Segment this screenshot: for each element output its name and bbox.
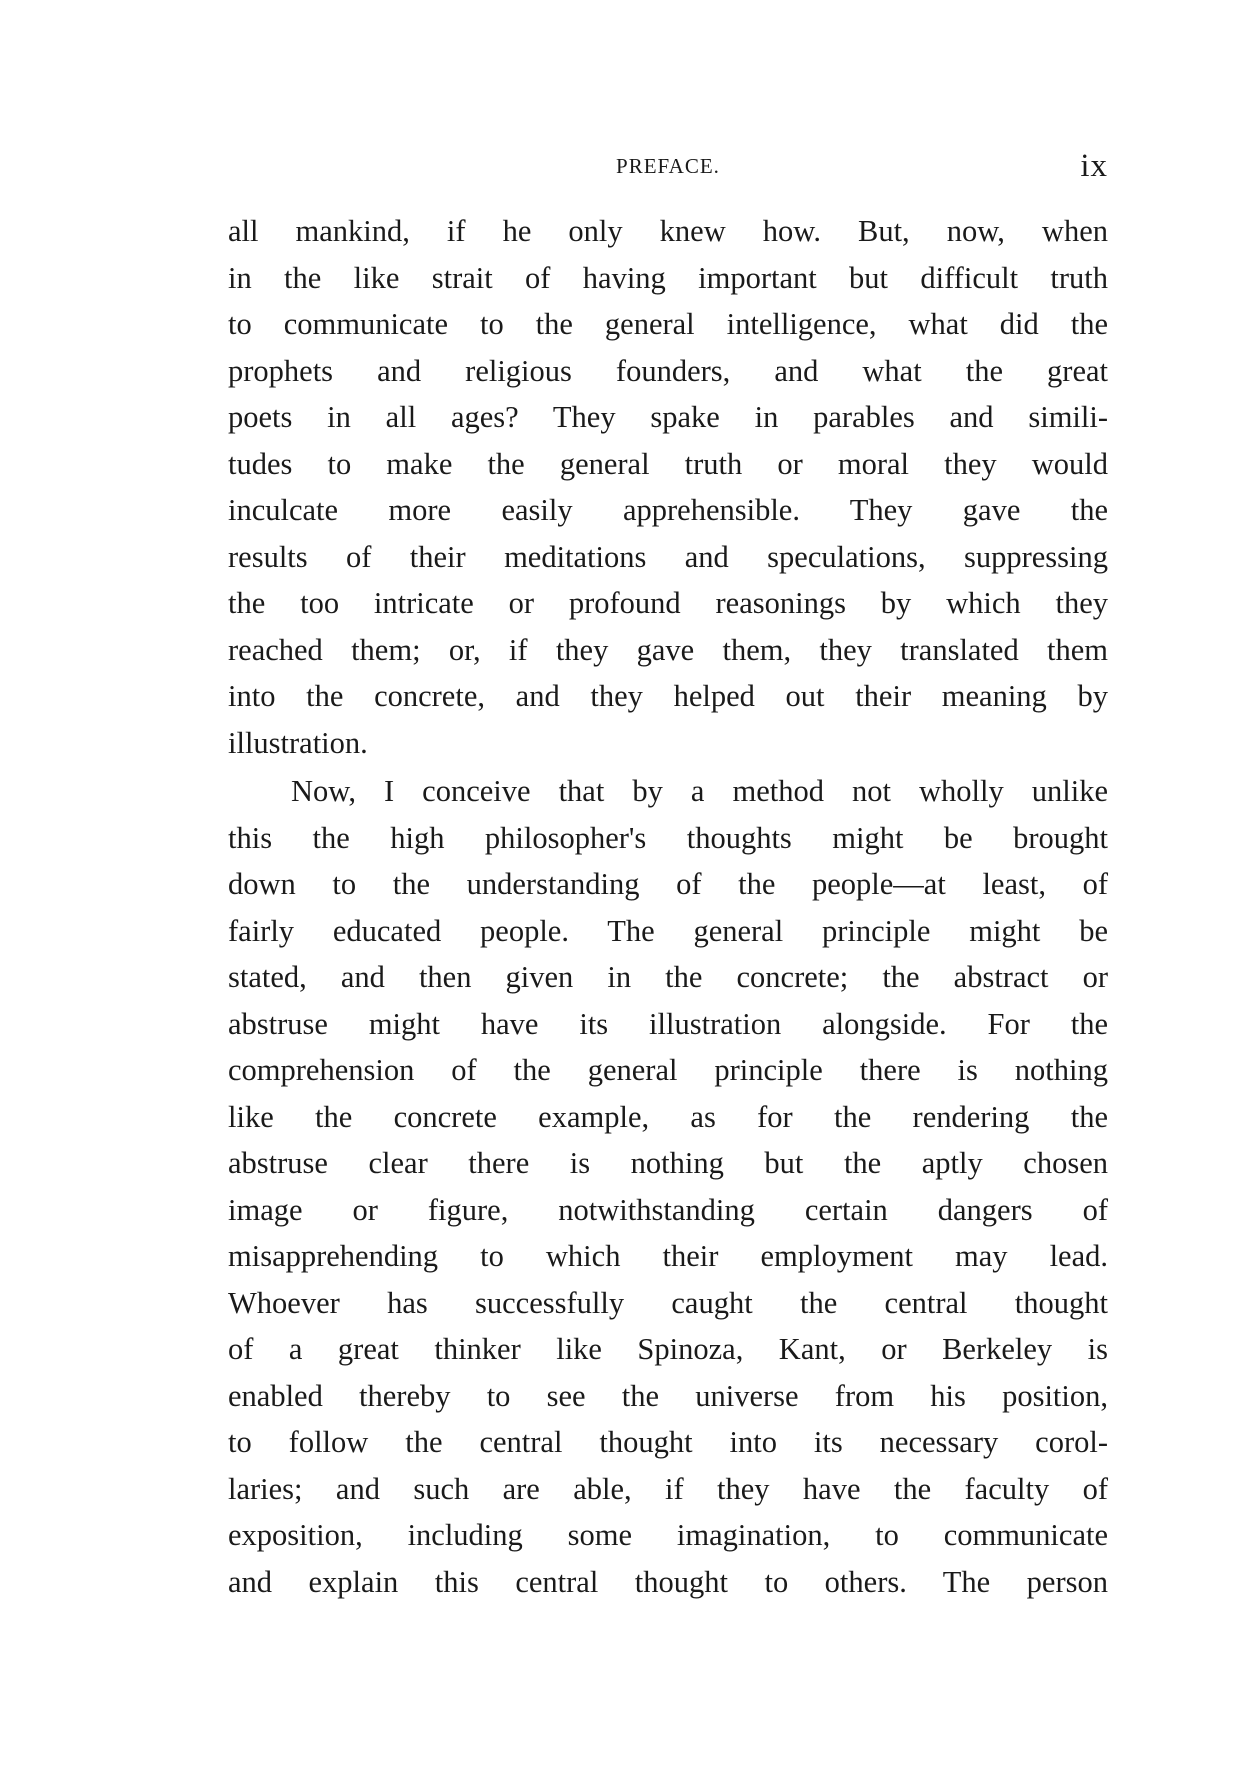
- text-line: prophets and religious founders, and what the great: [228, 353, 1108, 388]
- text-line: the too intricate or profound reasonings by which they: [228, 586, 1108, 620]
- running-title: PREFACE.: [616, 154, 720, 178]
- body-text: [228, 208, 1108, 1605]
- text-line: fairly educated people. The general principle might be: [228, 913, 1108, 948]
- text-line: all mankind, if he only knew how. But, now, when: [228, 214, 1108, 248]
- text-line: abstruse might have its illustration alongside. For the: [228, 1006, 1108, 1041]
- text-line: of a great thinker like Spinoza, Kant, or Berkeley is: [228, 1332, 1108, 1366]
- text-line: down to the understanding of the people—at least, of: [228, 867, 1108, 901]
- text-line: Now, I conceive that by a method not wholly unlike: [291, 774, 1108, 808]
- text-line: reached them; or, if they gave them, they translated them: [228, 632, 1108, 667]
- paragraph-2: [228, 768, 1108, 1605]
- text-line: to communicate to the general intelligence, what did the: [228, 307, 1108, 341]
- text-line: tudes to make the general truth or moral they would: [228, 446, 1108, 481]
- text-line: comprehension of the general principle there is nothing: [228, 1053, 1108, 1087]
- text-line: poets in all ages? They spake in parables and simili-: [228, 400, 1108, 434]
- text-line: Whoever has successfully caught the central thought: [228, 1285, 1108, 1320]
- paragraph-1: [228, 208, 1108, 766]
- text-line: laries; and such are able, if they have the faculty of: [228, 1471, 1108, 1506]
- text-line: and explain this central thought to others. The person: [228, 1564, 1108, 1599]
- text-line: results of their meditations and speculations, suppressing: [228, 539, 1108, 574]
- text-line: exposition, including some imagination, to communicate: [228, 1518, 1108, 1552]
- page-number: ix: [1080, 148, 1108, 184]
- text-line: this the high philosopher's thoughts might be brought: [228, 820, 1108, 855]
- text-line: to follow the central thought into its necessary corol-: [228, 1425, 1108, 1459]
- text-line: into the concrete, and they helped out their meaning by: [228, 679, 1108, 713]
- text-line: abstruse clear there is nothing but the aptly chosen: [228, 1146, 1108, 1180]
- text-line: misapprehending to which their employment may lead.: [228, 1239, 1108, 1273]
- text-line: image or figure, notwithstanding certain dangers of: [228, 1192, 1108, 1227]
- text-line: inculcate more easily apprehensible. They gave the: [228, 493, 1108, 527]
- text-line: like the concrete example, as for the rendering the: [228, 1099, 1108, 1134]
- text-line: enabled thereby to see the universe from his position,: [228, 1378, 1108, 1413]
- text-line: stated, and then given in the concrete; the abstract or: [228, 960, 1108, 994]
- running-head: [228, 148, 1108, 188]
- text-line: in the like strait of having important but difficult truth: [228, 260, 1108, 295]
- text-line: illustration.: [228, 725, 368, 760]
